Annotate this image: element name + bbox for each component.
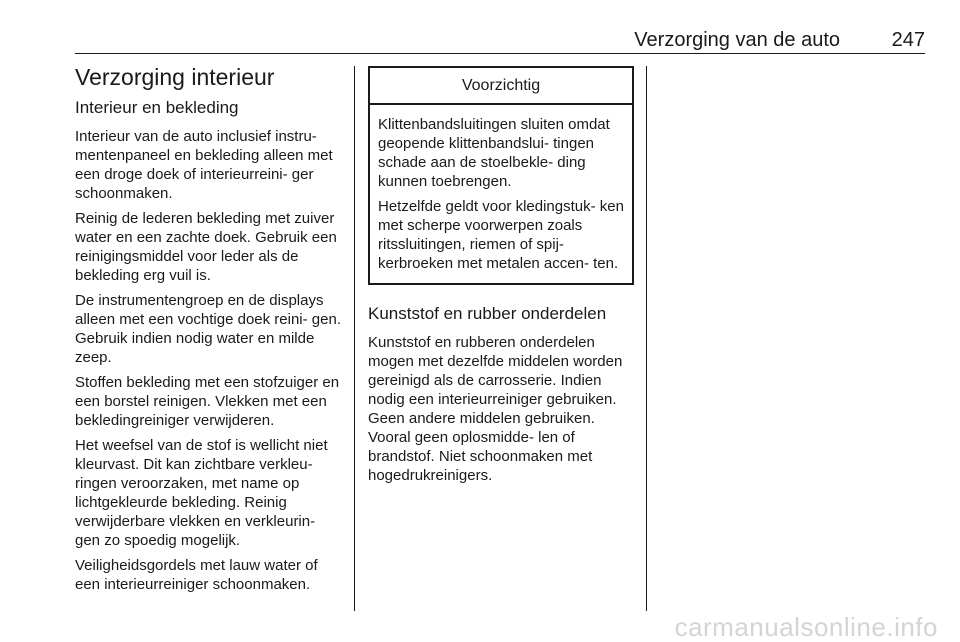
body-paragraph: Interieur van de auto inclusief instru- mentenpaneel en bekleding alleen met een droge doek of interieurreini- ger schoonmaken. bbox=[75, 128, 333, 202]
body-paragraph: Kunststof en rubberen onderdelen mogen met dezelfde middelen worden gereinigd als de carrosserie. Indien nodig een interieurreiniger gebruiken. Geen andere middelen gebruiken. Vooral geen oplosmidde- len of brandstof. Niet schoonmaken met hogedrukreinigers. bbox=[368, 334, 623, 484]
body-paragraph: Het weefsel van de stof is wellicht niet kleurvast. Dit kan zichtbare verkleu- ringen veroorzaken, met name op lichtgekleurde bekleding. Reinig verwijderbare vlekken en verkleurin- gen zo spoedig mogelijk. bbox=[75, 437, 328, 549]
page-number: 247 bbox=[891, 29, 925, 51]
page-header bbox=[75, 27, 925, 54]
caution-paragraph: Klittenbandsluitingen sluiten omdat geopende klittenbandslui- tingen schade aan de stoelbekle- ding kunnen toebrengen. bbox=[378, 116, 610, 190]
body-paragraph: Veiligheidsgordels met lauw water of een interieurreiniger schoonmaken. bbox=[75, 557, 318, 593]
caution-title: Voorzichtig bbox=[370, 68, 632, 105]
section-title: Verzorging van de auto bbox=[634, 29, 840, 51]
section-heading: Interieur en bekleding bbox=[75, 98, 239, 117]
middle-column bbox=[368, 66, 634, 491]
caution-box bbox=[368, 66, 634, 285]
column-divider bbox=[646, 66, 647, 611]
watermark: carmanualsonline.info bbox=[674, 612, 938, 642]
caution-body bbox=[370, 105, 632, 283]
column-divider bbox=[354, 66, 355, 611]
body-paragraph: De instrumentengroep en de displays alleen met een vochtige doek reini- gen. Gebruik indien nodig water en milde zeep. bbox=[75, 292, 342, 366]
section-heading: Kunststof en rubber onderdelen bbox=[368, 304, 607, 323]
chapter-heading: Verzorging interieur bbox=[75, 64, 275, 90]
left-column bbox=[75, 63, 341, 600]
body-paragraph: Reinig de lederen bekleding met zuiver water en een zachte doek. Gebruik een reinigingsmiddel voor leder als de bekleding erg vuil is. bbox=[75, 210, 337, 284]
caution-paragraph: Hetzelfde geldt voor kledingstuk- ken met scherpe voorwerpen zoals ritssluitingen, riemen of spij- kerbroeken met metalen accen- ten. bbox=[378, 198, 624, 272]
body-paragraph: Stoffen bekleding met een stofzuiger en een borstel reinigen. Vlekken met een bekledingreiniger verwijderen. bbox=[75, 374, 340, 429]
plastic-rubber-section bbox=[368, 303, 634, 485]
